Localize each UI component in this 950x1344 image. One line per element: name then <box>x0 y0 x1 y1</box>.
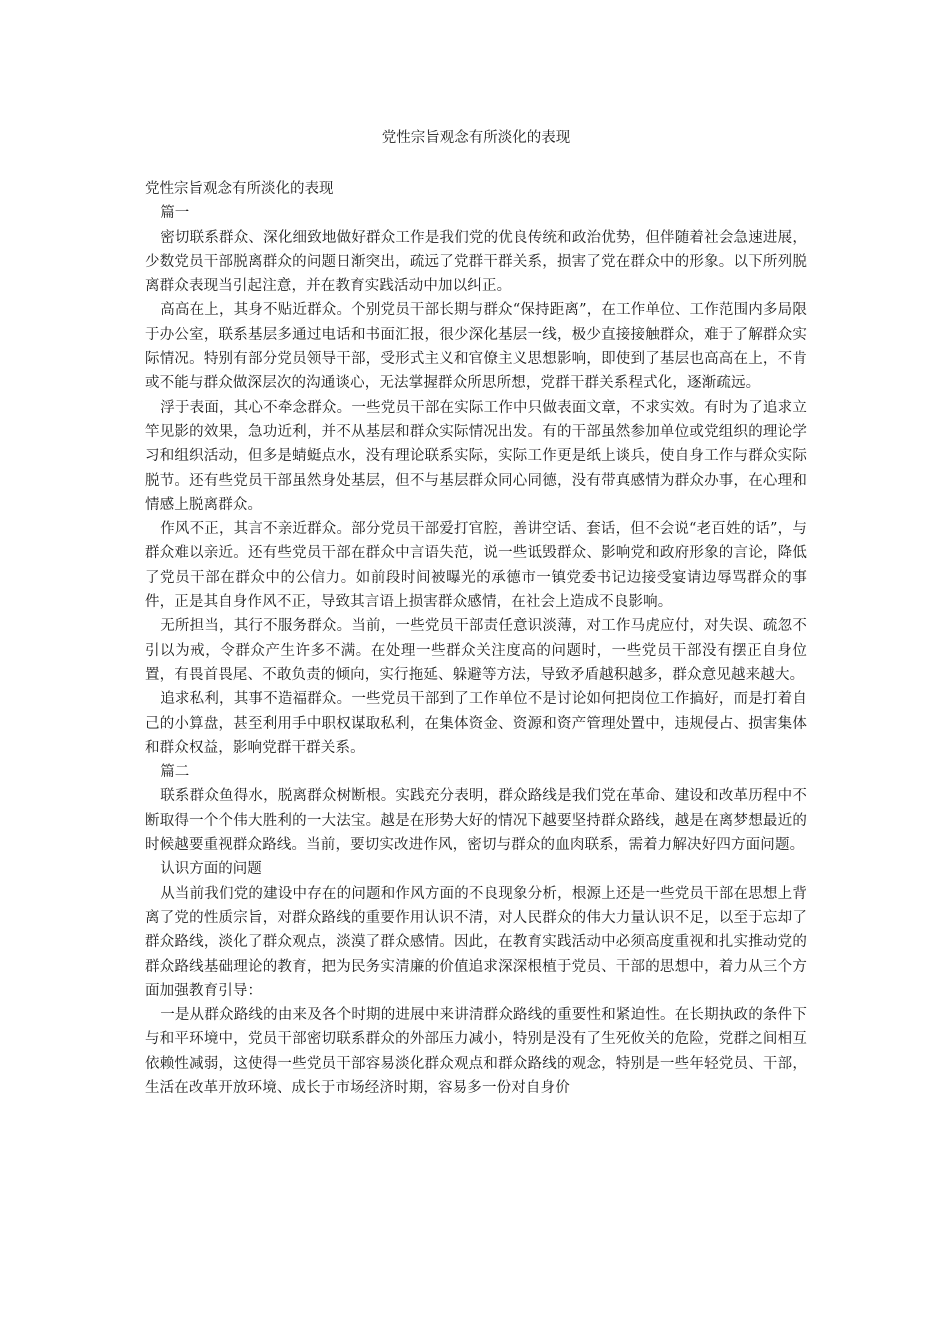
paragraph: 浮于表面，其心不牵念群众。一些党员干部在实际工作中只做表面文章，不求实效。有时为了追求立竿见影的效果，急功近利，并不从基层和群众实际情况出发。有的干部虽然参加单位或党组织的理论学习和组织活动，但多是蜻蜓点水，没有理论联系实际，实际工作更是纸上谈兵，使自身工作与群众实际脱节。还有些党员干部虽然身处基层，但不与基层群众同心同德，没有带真感情为群众办事，在心理和情感上脱离群众。 <box>145 399 807 513</box>
paragraph: 密切联系群众、深化细致地做好群众工作是我们党的优良传统和政治优势，但伴随着社会急速进展，少数党员干部脱离群众的问题日渐突出，疏远了党群干群关系，损害了党在群众中的形象。以下所列脱离群众表现当引起注意，并在教育实践活动中加以纠正。 <box>145 229 807 295</box>
subheading: 认识方面的问题 <box>160 861 262 878</box>
document-title: 党性宗旨观念有所淡化的表现 <box>381 130 571 146</box>
document-body <box>145 177 807 1100</box>
paragraph: 联系群众鱼得水，脱离群众树断根。实践充分表明，群众路线是我们党在革命、建设和改革历程中不断取得一个个伟大胜利的一大法宝。越是在形势大好的情况下越要坚持群众路线，越是在离梦想最近的时候越要重视群众路线。当前，要切实改进作风，密切与群众的血肉联系，需着力解决好四方面问题。 <box>145 788 807 854</box>
paragraph: 作风不正，其言不亲近群众。部分党员干部爱打官腔，善讲空话、套话，但不会说“老百姓的话”，与群众难以亲近。还有些党员干部在群众中言语失范，说一些诋毁群众、影响党和政府形象的言论，降低了党员干部在群众中的公信力。如前段时间被曝光的承德市一镇党委书记边接受宴请边辱骂群众的事件，正是其自身作风不正，导致其言语上损害群众感情，在社会上造成不良影响。 <box>145 521 807 611</box>
section-label-2: 篇二 <box>160 764 190 781</box>
paragraph: 从当前我们党的建设中存在的问题和作风方面的不良现象分析，根源上还是一些党员干部在思想上背离了党的性质宗旨，对群众路线的重要作用认识不清，对人民群众的伟大力量认识不足，以至于忘却了群众路线，淡化了群众观点，淡漠了群众感情。因此，在教育实践活动中必须高度重视和扎实推动党的群众路线基础理论的教育，把为民务实清廉的价值追求深深根植于党员、干部的思想中，着力从三个方面加强教育引导： <box>145 885 807 999</box>
paragraph: 高高在上，其身不贴近群众。个别党员干部长期与群众“保持距离”，在工作单位、工作范围内多局限于办公室，联系基层多通过电话和书面汇报，很少深化基层一线，极少直接接触群众，难于了解群众实际情况。特别有部分党员领导干部，受形式主义和官僚主义思想影响，即使到了基层也高高在上，不肯或不能与群众做深层次的沟通谈心，无法掌握群众所思所想，党群干群关系程式化，逐渐疏远。 <box>145 302 807 392</box>
section-label-1: 篇一 <box>160 205 190 222</box>
document-subtitle: 党性宗旨观念有所淡化的表现 <box>145 181 334 197</box>
paragraph: 追求私利，其事不造福群众。一些党员干部到了工作单位不是讨论如何把岗位工作搞好，而是打着自己的小算盘，甚至利用手中职权谋取私利，在集体资金、资源和资产管理处置中，违规侵占、损害集体和群众权益，影响党群干群关系。 <box>145 691 807 756</box>
paragraph: 一是从群众路线的由来及各个时期的进展中来讲清群众路线的重要性和紧迫性。在长期执政的条件下与和平环境中，党员干部密切联系群众的外部压力减小，特别是没有了生死攸关的危险，党群之间相互依赖性减弱，这使得一些党员干部容易淡化群众观点和群众路线的观念，特别是一些年轻党员、干部，生活在改革开放环境、成长于市场经济时期，容易多一份对自身价 <box>145 1007 807 1096</box>
paragraph: 无所担当，其行不服务群众。当前，一些党员干部责任意识淡薄，对工作马虎应付，对失误、疏忽不引以为戒，令群众产生许多不满。在处理一些群众关注度高的问题时，一些党员干部没有摆正自身位置，有畏首畏尾、不敢负责的倾向，实行拖延、躲避等方法，导致矛盾越积越多，群众意见越来越大。 <box>145 618 807 683</box>
